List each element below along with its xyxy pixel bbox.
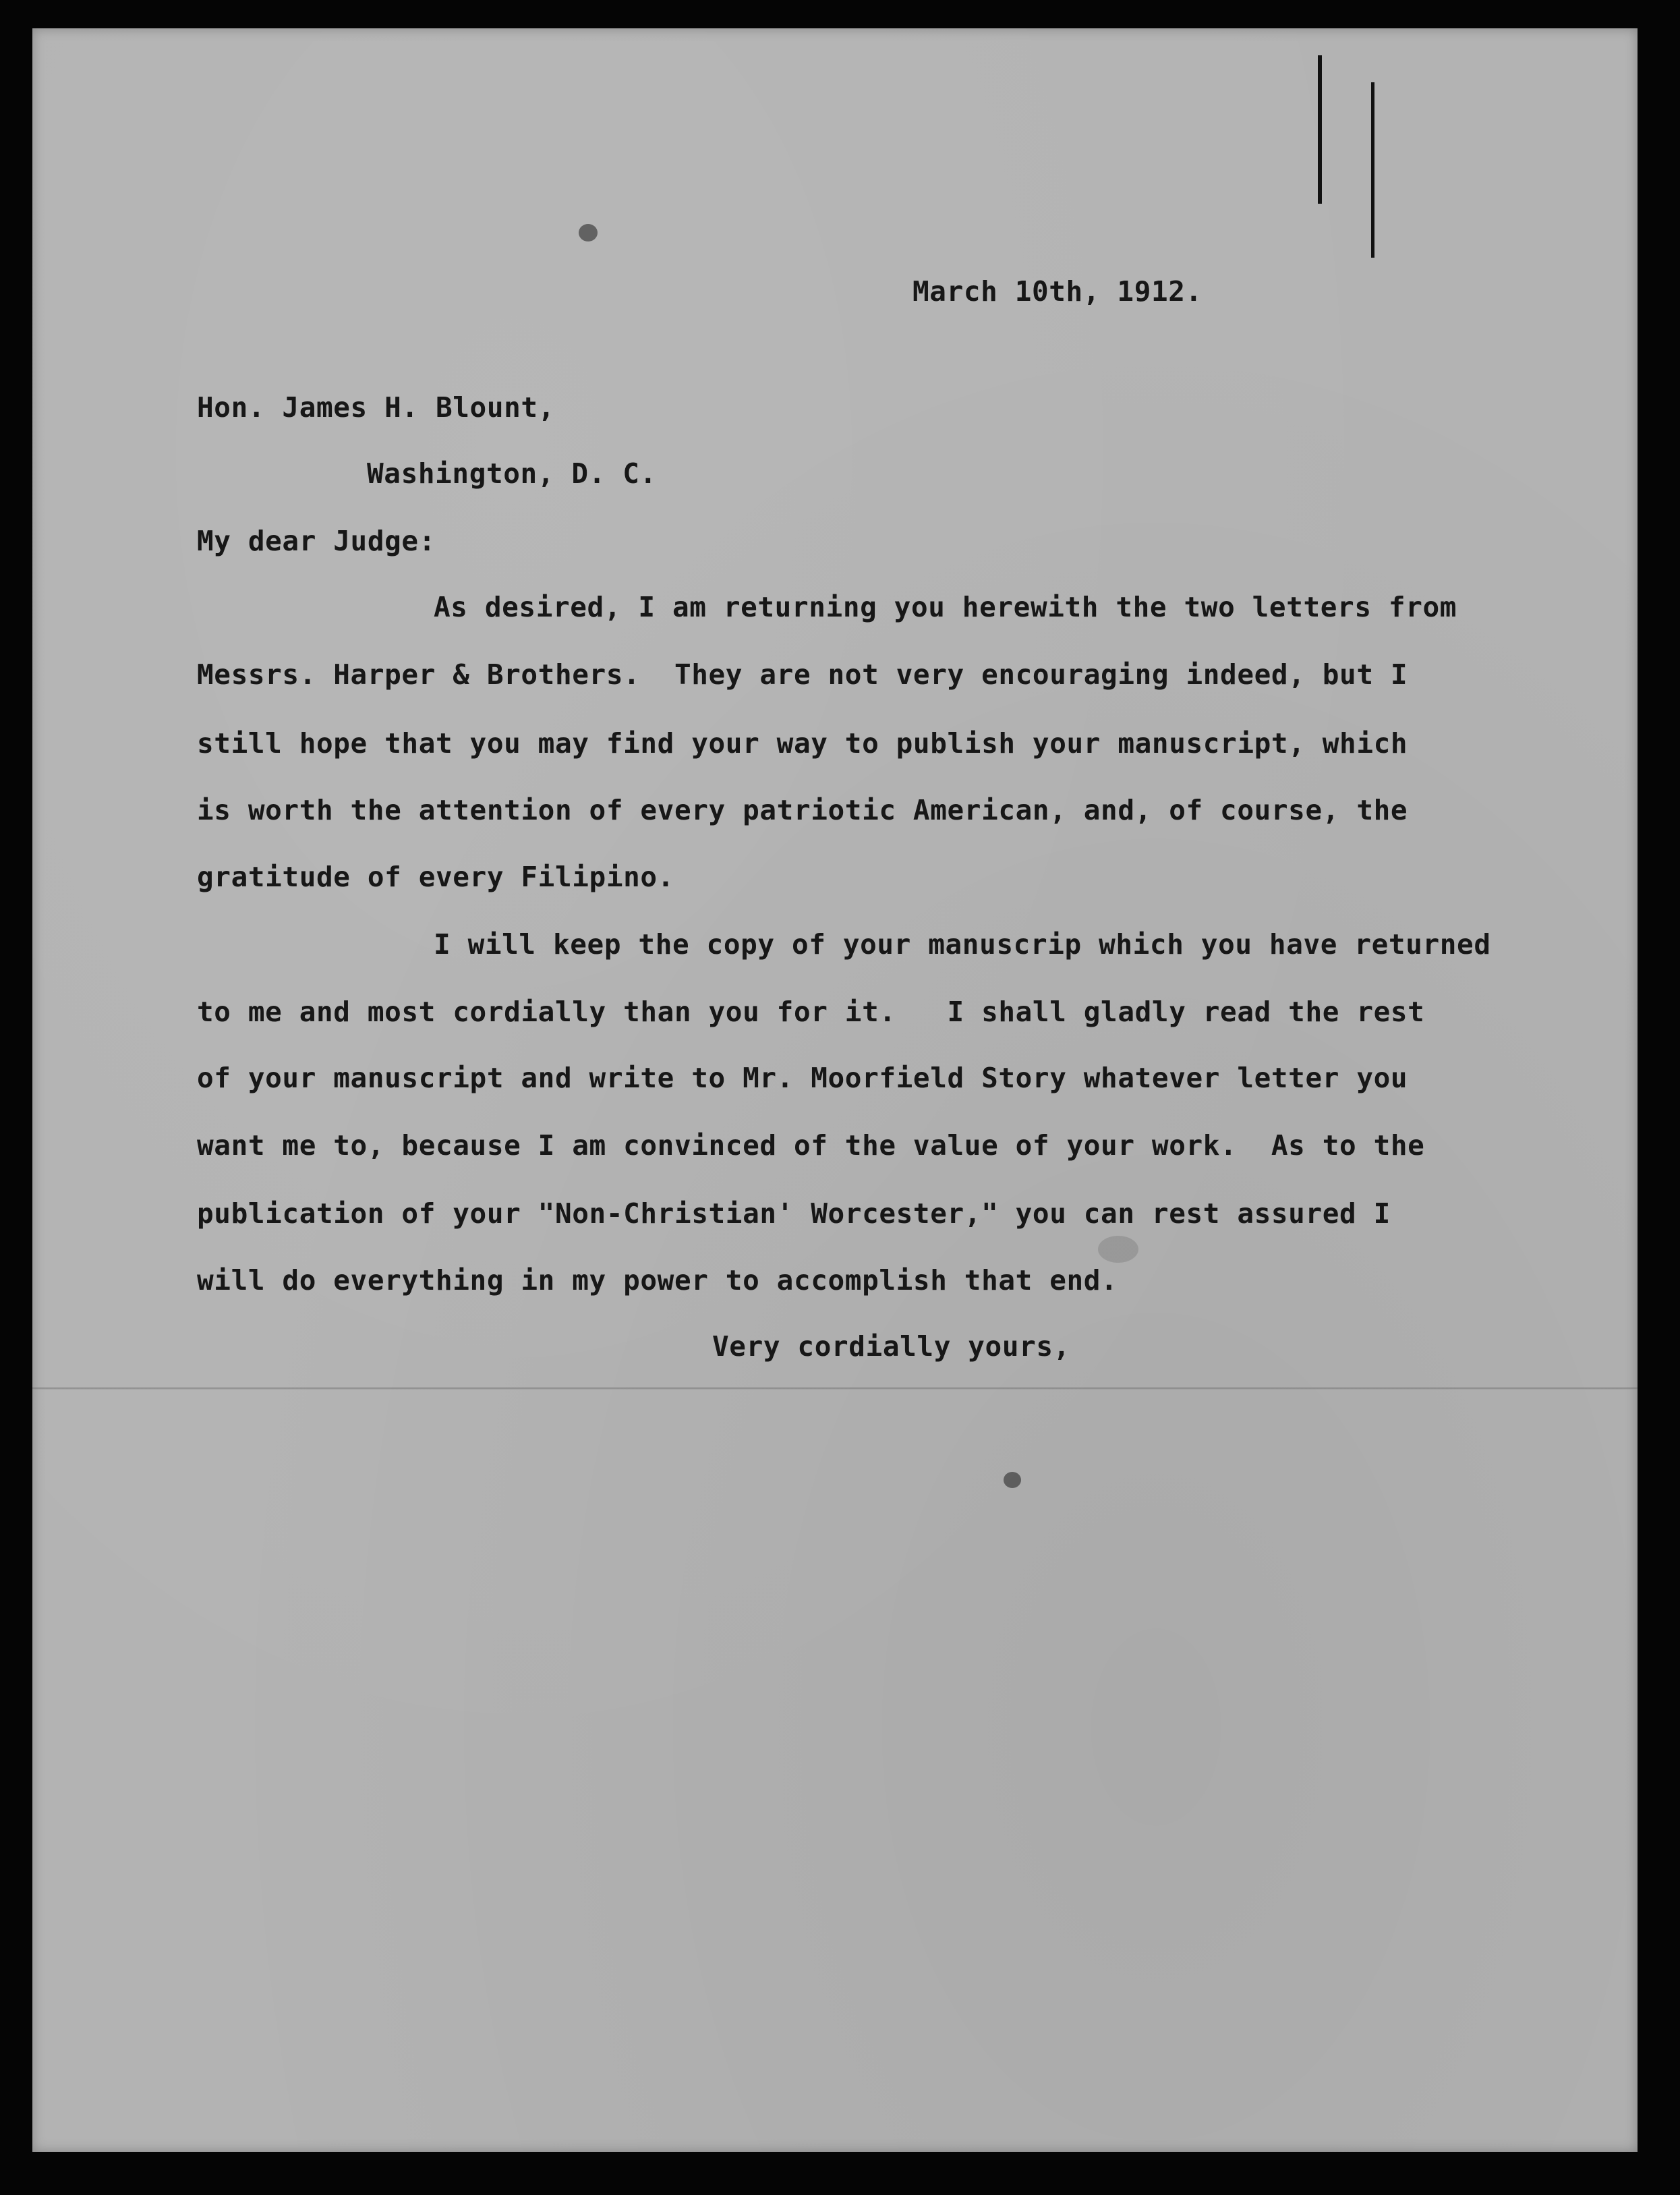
paragraph-2-line: will do everything in my power to accomplish that end. [197,1264,1118,1296]
paragraph-2-line: publication of your "Non-Christian' Worcester," you can rest assured I [197,1197,1391,1230]
recipient-city: Washington, D. C. [367,457,657,490]
fold-crease [32,1388,1638,1390]
paragraph-2-line: to me and most cordially than you for it. I shall gladly read the rest [197,996,1425,1028]
recipient-name: Hon. James H. Blount, [197,391,555,424]
ink-smudge [1004,1472,1021,1488]
paragraph-1-line: gratitude of every Filipino. [197,861,674,893]
letter-date: March 10th, 1912. [913,275,1203,308]
ink-mark [1371,82,1374,258]
ink-smudge [579,224,598,241]
paragraph-1-line: is worth the attention of every patriotic American, and, of course, the [197,794,1408,826]
paragraph-2-line: of your manuscript and write to Mr. Moorfield Story whatever letter you [197,1062,1408,1094]
ink-smudge [1098,1236,1138,1263]
paragraph-1-line: still hope that you may find your way to publish your manuscript, which [197,727,1408,760]
paragraph-1-line: As desired, I am returning you herewith the two letters from [434,591,1457,623]
paragraph-2-line: I will keep the copy of your manuscrip which you have returned [434,928,1491,961]
paragraph-1-line: Messrs. Harper & Brothers. They are not very encouraging indeed, but I [197,658,1408,691]
paragraph-2-line: want me to, because I am convinced of the value of your work. As to the [197,1129,1425,1162]
salutation: My dear Judge: [197,525,436,557]
closing: Very cordially yours, [712,1330,1070,1363]
ink-mark [1318,55,1322,204]
